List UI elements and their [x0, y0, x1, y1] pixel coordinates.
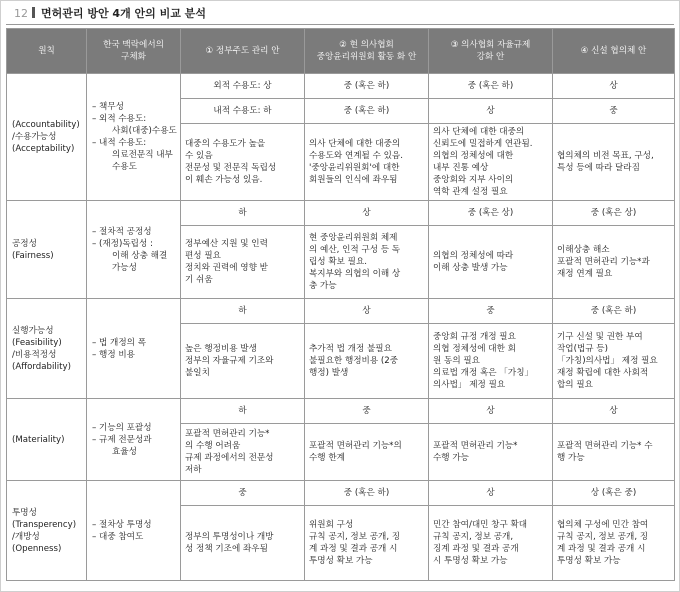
local-context-item: – 규제 전문성과	[92, 434, 152, 445]
description-line: 계 과정 및 결과 공개 시	[309, 544, 398, 554]
description-cell	[305, 424, 429, 481]
description-line: 규칙 공지, 정보 공개, 징	[557, 532, 649, 542]
header-line: ② 현 의사협회	[339, 40, 394, 50]
description-line: 기구 신설 및 권한 부여	[557, 332, 643, 342]
description-line: 포괄적 면허관리 기능*의	[309, 441, 402, 451]
description-line: 역학 관계 설정 필요	[433, 187, 508, 197]
description-line: 높은 행정비용 발생	[185, 344, 257, 354]
description-line: 계 과정 및 결과 공개 시	[557, 544, 646, 554]
description-line: 민간 참여/대민 창구 확대	[433, 520, 528, 530]
rating-cell: 중	[305, 399, 429, 424]
description-cell	[429, 506, 553, 581]
description-line: 불필요한 행정비용 (2중	[309, 356, 398, 366]
principle-line: (Materiality)	[12, 434, 65, 445]
description-line: 현 중앙윤리위원회 체제	[309, 233, 398, 243]
description-line: 협의체의 비전 목표, 구성,	[557, 151, 654, 161]
description-line: 불일치	[185, 368, 210, 378]
description-line: 편성 필요	[185, 251, 221, 261]
description-line: 대중의 수용도가 높을	[185, 139, 266, 149]
principle-line: /비용적정성	[12, 349, 57, 360]
local-context-item: 이해 상충 해결	[112, 250, 168, 261]
principle-line: (Openness)	[12, 543, 62, 554]
rating-cell: 하	[181, 201, 305, 226]
rating-cell: 중 (혹은 하)	[553, 299, 675, 324]
description-line: 정부의 투명성이나 개방	[185, 532, 274, 542]
local-context-item: – 책무성	[92, 102, 124, 112]
description-line: 내부 진통 예상	[433, 163, 489, 173]
rating-cell: 중 (혹은 상)	[429, 201, 553, 226]
local-context-item: – 법 개정의 폭	[92, 337, 147, 348]
table-body	[7, 74, 675, 581]
table-row	[7, 74, 675, 99]
description-line: 수 있음	[185, 151, 213, 161]
rating-cell: 중 (혹은 하)	[305, 74, 429, 99]
local-context-item: – 행정 비용	[92, 349, 135, 360]
description-line: 수행 한계	[309, 453, 345, 463]
description-line: 위원회 구성	[309, 520, 354, 530]
description-line: 정치와 권력에 영향 받	[185, 263, 268, 273]
local-context-item: – 절차상 투명성	[92, 519, 152, 530]
header-line: 강화 안	[476, 52, 505, 62]
description-cell	[553, 506, 675, 581]
description-line: 특성 등에 따라 달라짐	[557, 163, 640, 173]
header-cell	[181, 29, 305, 74]
principle-line: (Feasibility)	[12, 337, 62, 348]
table-number: 12	[14, 7, 28, 20]
rating-cell: 상	[305, 201, 429, 226]
local-context-item: – 내적 수용도:	[92, 138, 147, 148]
header-line: 한국 맥락에서의	[103, 40, 164, 50]
description-cell	[181, 226, 305, 299]
table-title-text: 면허관리 방안 4개 안의 비교 분석	[41, 7, 206, 20]
local-context-item: 사회(대중)수용도	[112, 126, 177, 136]
description-cell	[429, 226, 553, 299]
description-line: 행 가능	[557, 453, 585, 463]
description-line: 이해 상충 발생 가능	[433, 263, 508, 273]
local-context-cell	[87, 481, 181, 581]
rating-cell: 중 (혹은 하)	[305, 99, 429, 124]
description-line: 이 훼손 가능성 있음.	[185, 175, 263, 185]
header-line: 원칙	[38, 46, 55, 56]
description-line: 수행 가능	[433, 453, 469, 463]
rating-cell: 상 (혹은 중)	[553, 481, 675, 506]
description-cell	[305, 226, 429, 299]
header-line: 구체화	[121, 52, 146, 62]
principle-line: /개방성	[12, 531, 40, 542]
description-line: 복지부와 의협의 이해 상	[309, 269, 401, 279]
rating-cell: 상	[429, 99, 553, 124]
principle-line: (Affordability)	[12, 361, 71, 372]
header-line: ① 정부주도 관리 안	[205, 46, 280, 56]
description-line: 중앙회 규정 개정 필요	[433, 332, 516, 342]
local-context-item: – 기능의 포괄성	[92, 422, 152, 433]
table-row	[7, 201, 675, 226]
description-line: 전문성 및 전문직 독립성	[185, 163, 277, 173]
description-line: 포괄적 면허관리 기능*	[433, 441, 518, 451]
rating-cell: 상	[429, 481, 553, 506]
local-context-item: 의료전문직 내부	[112, 150, 173, 160]
rating-cell: 외적 수용도: 상	[181, 74, 305, 99]
description-line: 정부예산 지원 및 인력	[185, 239, 268, 249]
local-context-item: 가능성	[112, 262, 137, 273]
description-line: 의사 단체에 대한 대중의	[433, 127, 525, 137]
header-line: 중앙윤리위원회 활동 화 안	[316, 52, 417, 62]
local-context-item: – (재정)독립성 :	[92, 238, 153, 249]
description-cell	[181, 324, 305, 399]
description-cell	[429, 324, 553, 399]
rating-cell: 중 (혹은 하)	[305, 481, 429, 506]
description-cell	[181, 506, 305, 581]
rating-cell: 상	[553, 74, 675, 99]
description-line: 투명성 확보 가능	[557, 556, 621, 566]
table-row	[7, 481, 675, 506]
description-cell	[181, 124, 305, 201]
principle-line: (Fairness)	[12, 250, 54, 261]
comparison-table	[6, 28, 675, 581]
local-context-item: – 외적 수용도:	[92, 114, 147, 124]
description-line: 의협 정체성에 대한 회	[433, 344, 516, 354]
principle-line: 공정성	[12, 238, 37, 249]
description-cell	[429, 124, 553, 201]
description-line: 이해상충 해소	[557, 245, 610, 255]
description-line: 신뢰도에 밀접하게 연관됨.	[433, 139, 533, 149]
description-cell	[553, 324, 675, 399]
table-title	[14, 5, 206, 21]
description-line: 충 가능	[309, 281, 337, 291]
header-cell	[87, 29, 181, 74]
principle-line: 실행가능성	[12, 325, 54, 336]
local-context-cell	[87, 399, 181, 481]
rating-cell: 중	[429, 299, 553, 324]
description-cell	[553, 424, 675, 481]
table-row	[7, 299, 675, 324]
description-line: 의료법 개정 혹은 「가칭」	[433, 368, 534, 378]
description-line: 추가적 법 개정 불필요	[309, 344, 392, 354]
rating-cell: 상	[553, 399, 675, 424]
description-line: 규칙 공지, 정보 공개, 징	[309, 532, 401, 542]
title-bar-icon	[32, 7, 35, 18]
local-context-item: – 절차적 공정성	[92, 226, 152, 237]
description-cell	[305, 324, 429, 399]
description-line: 중앙회와 지부 사이의	[433, 175, 514, 185]
principle-line: (Acceptability)	[12, 144, 75, 154]
header-cell	[429, 29, 553, 74]
description-line: 행정) 발생	[309, 368, 349, 378]
description-line: 시 투명성 확보 가능	[433, 556, 508, 566]
description-line: 재정 연계 필요	[557, 269, 613, 279]
rating-cell: 내적 수용도: 하	[181, 99, 305, 124]
description-line: 정부의 자율규제 기조와	[185, 356, 274, 366]
description-line: 회원들의 인식에 좌우됨	[309, 175, 398, 185]
local-context-item: 수용도	[112, 162, 137, 172]
description-line: 포괄적 면허관리 기능* 수	[557, 441, 653, 451]
principle-line: /수용가능성	[12, 132, 57, 142]
description-line: 저하	[185, 465, 202, 475]
description-line: 징계 과정 및 결과 공개	[433, 544, 519, 554]
rating-cell: 하	[181, 299, 305, 324]
rating-cell: 중	[181, 481, 305, 506]
principle-cell	[7, 74, 87, 201]
description-line: 의 예산, 인적 구성 등 독	[309, 245, 401, 255]
local-context-cell	[87, 201, 181, 299]
principle-cell	[7, 399, 87, 481]
description-cell	[553, 226, 675, 299]
header-line: ④ 신설 협의체 안	[580, 46, 647, 56]
description-line: 수용도와 연계될 수 있음.	[309, 151, 403, 161]
description-line: 협의체 구성에 민간 참여	[557, 520, 649, 530]
description-cell	[181, 424, 305, 481]
description-line: 의사 단체에 대한 대중의	[309, 139, 401, 149]
rating-cell: 중	[553, 99, 675, 124]
local-context-item: – 대중 참여도	[92, 531, 144, 542]
principle-cell	[7, 201, 87, 299]
rating-cell: 중 (혹은 하)	[429, 74, 553, 99]
header-row	[7, 29, 675, 74]
description-line: 기 쉬움	[185, 275, 213, 285]
rating-cell: 중 (혹은 상)	[553, 201, 675, 226]
rating-cell: 상	[429, 399, 553, 424]
description-cell	[305, 506, 429, 581]
description-line: 「가칭)의사법」 제정 필요	[557, 356, 658, 366]
principle-cell	[7, 481, 87, 581]
description-line: 합의 필요	[557, 380, 593, 390]
description-line: 포괄적 면허관리 기능*과	[557, 257, 650, 267]
local-context-item: 효율성	[112, 446, 137, 457]
description-line: 작업(법규 등)	[557, 344, 608, 354]
principle-cell	[7, 299, 87, 399]
principle-line: 투명성	[12, 507, 37, 518]
title-rule	[6, 24, 674, 25]
description-line: 재정 확립에 대한 사회적	[557, 368, 649, 378]
header-cell	[553, 29, 675, 74]
description-line: 원 동의 필요	[433, 356, 480, 366]
description-line: 의사법」 제정 필요	[433, 380, 506, 390]
description-cell	[429, 424, 553, 481]
header-cell	[305, 29, 429, 74]
description-line: 립성 확보 필요.	[309, 257, 368, 267]
principle-line: (Accountability)	[12, 120, 80, 130]
header-cell	[7, 29, 87, 74]
description-line: 의협의 정체성에 따라	[433, 251, 514, 261]
description-cell	[305, 124, 429, 201]
description-line: 의협의 정체성에 대한	[433, 151, 514, 161]
description-line: 포괄적 면허관리 기능*	[185, 429, 270, 439]
header-line: ③ 의사협회 자율규제	[450, 40, 531, 50]
description-cell	[553, 124, 675, 201]
table-row	[7, 399, 675, 424]
description-line: 투명성 확보 가능	[309, 556, 373, 566]
rating-cell: 상	[305, 299, 429, 324]
description-line: 규칙 공지, 정보 공개,	[433, 532, 514, 542]
principle-line: (Transperency)	[12, 519, 77, 530]
local-context-cell	[87, 299, 181, 399]
rating-cell: 하	[181, 399, 305, 424]
description-line: '중앙윤리위원회'에 대한	[309, 163, 400, 173]
description-line: 성 정책 기조에 좌우됨	[185, 544, 268, 554]
description-line: 의 수행 어려움	[185, 441, 241, 451]
description-line: 규제 과정에서의 전문성	[185, 453, 274, 463]
local-context-cell	[87, 74, 181, 201]
